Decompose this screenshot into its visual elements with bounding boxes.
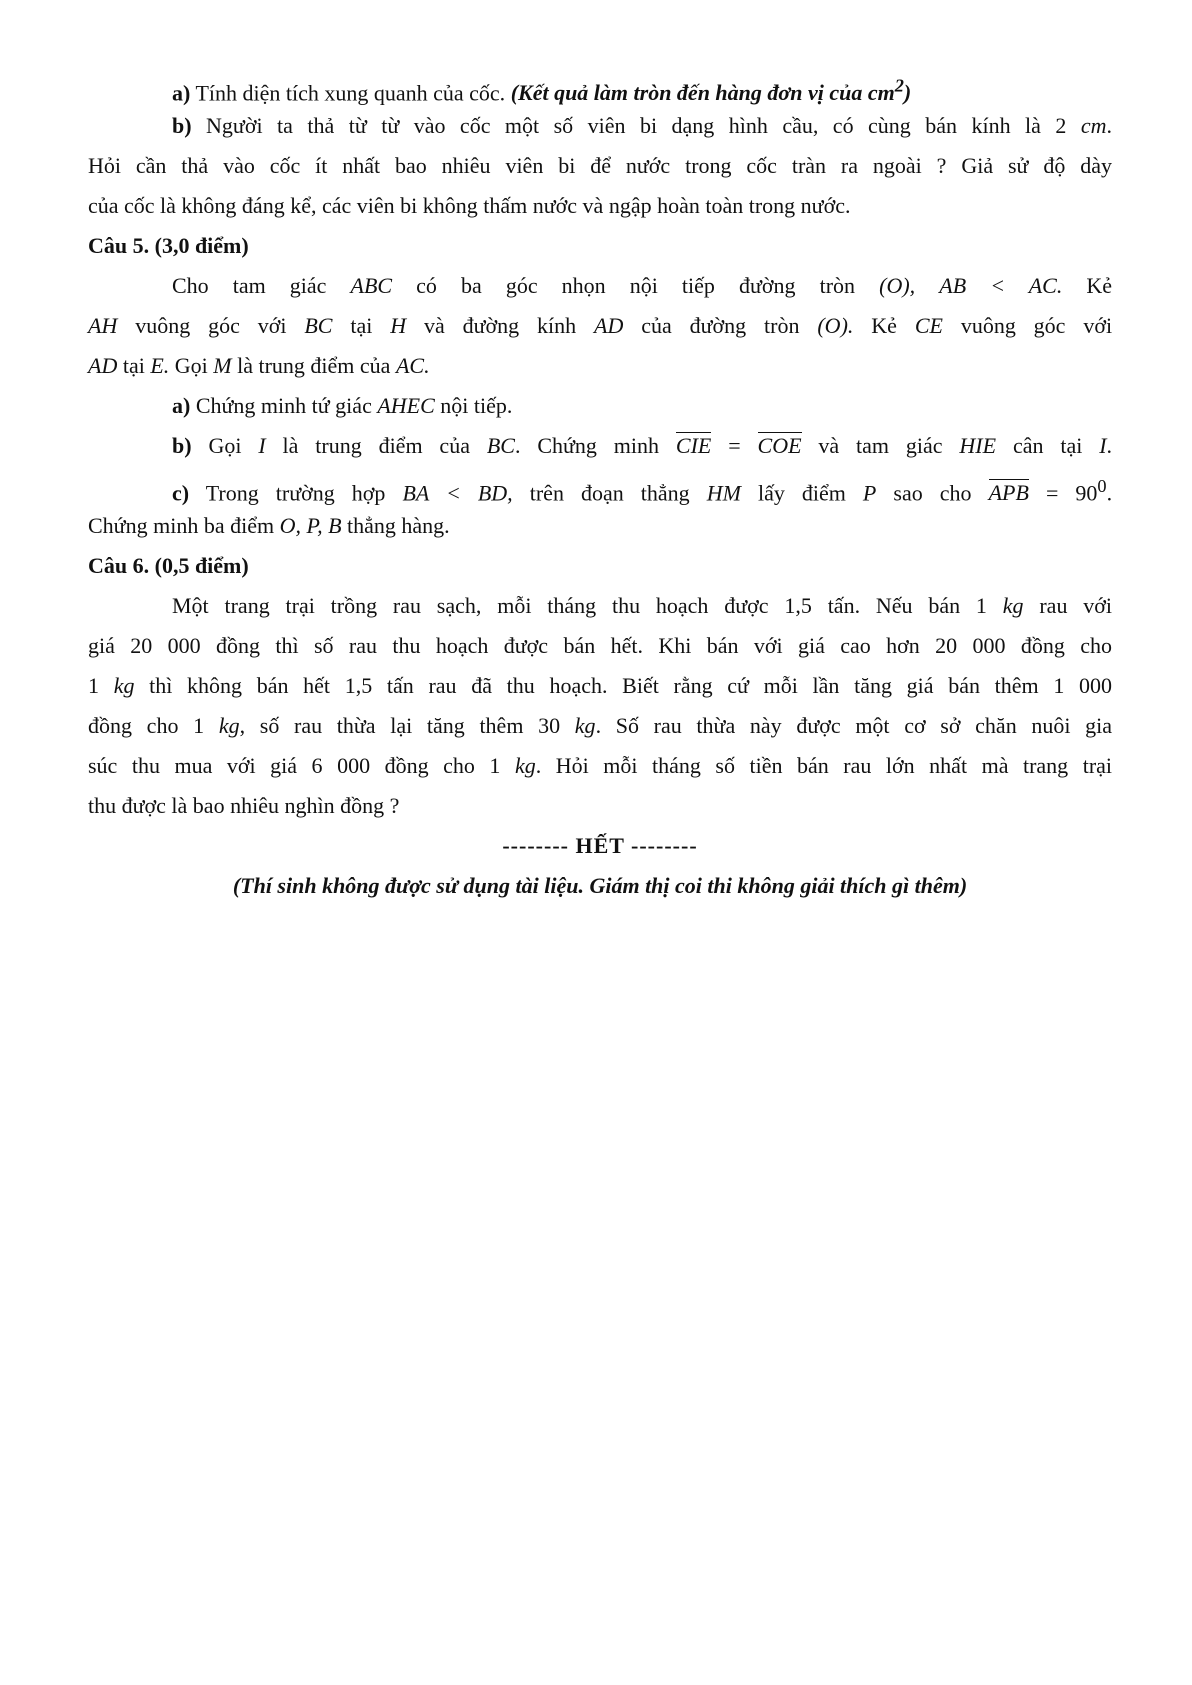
q5-b-bc: BC [486,433,515,458]
angle-coe: COE [757,433,802,458]
q5-c-t5: = 90 [1045,480,1098,506]
q5-l3-m: M [213,353,232,378]
q6-l1-b: rau với [1039,593,1113,618]
q6-line5 [88,746,1112,786]
q5-intro-line2 [88,306,1112,346]
q5-b-t6: . [1106,433,1113,458]
q5-c-label: c) [172,480,190,506]
q4-a-note [510,76,912,106]
q5-b-t2: là trung điểm của [282,433,470,458]
q5-a-ahec: AHEC [377,393,435,418]
end-mark: -------- HẾT -------- [502,833,698,858]
q5-intro-line1 [88,266,1112,306]
exam-content [88,66,1112,906]
q4-a-note-open: (Kết quả làm tròn đến hàng đơn vị của [510,80,863,106]
q6-heading: Câu 6. (0,5 điểm) [88,553,249,578]
q5-l2-f: vuông góc với [960,313,1113,338]
q5-intro-line3 [88,346,1112,386]
q5-l2-d: của đường tròn [641,313,800,338]
q6-l3-a: 1 [88,673,99,698]
q5-part-b [88,426,1112,466]
q4-b-text: Người ta thả từ từ vào cốc một số viên bi dạng hình cầu, có cùng bán kính là 2 [206,113,1067,138]
q5-c-t3: lấy điểm [757,480,846,506]
q5-l1-c: Kẻ [1086,273,1113,298]
q5-l1-o: (O), [879,273,916,298]
q6-l5-a: súc thu mua với giá 6 000 đồng cho 1 [88,753,501,778]
q5-l2-c: và đường kính [423,313,577,338]
q5-c-t4: sao cho [893,480,972,506]
q6-l4-b: , số rau thừa lại tăng thêm 30 [239,713,561,738]
q4-a-note-unit: cm [867,80,895,106]
q4-a-text: Tính diện tích xung quanh của cốc. [195,80,506,106]
q5-l3-b: Gọi [174,353,208,378]
q4-a-note-exp: 2 [894,76,904,96]
q4-a-note-close: ) [903,80,912,106]
q6-l5-kg: kg [514,753,536,778]
q5-c-t2: trên đoạn thẳng [529,480,690,506]
q6-line6: thu được là bao nhiêu nghìn đồng ? [88,793,400,818]
q5-l3-c: là trung điểm của [237,353,391,378]
q5-l3-ad: AD [88,353,118,378]
q5-c-p: P [862,480,877,506]
q5-c-t1: Trong trường hợp [205,480,386,506]
q6-l4-kg2: kg [574,713,596,738]
q5-l2-o: (O). [817,313,854,338]
q5-l2-ce: CE [914,313,943,338]
q4-part-b-line2: Hỏi cần thả vào cốc ít nhất bao nhiêu viên bi để nước trong cốc tràn ra ngoài ? Giả sử độ dày [88,153,1112,178]
angle-apb: APB [988,480,1029,506]
q5-l1-a: Cho tam giác [172,273,327,298]
q5-b-t3: . Chứng minh [514,433,660,458]
q5-c-l2-pts: O, P, B [279,513,342,538]
q5-l2-a: vuông góc với [135,313,287,338]
q6-l5-b: . Hỏi mỗi tháng số tiền bán rau lớn nhất mà trang trại [535,753,1113,778]
q4-a-label: a) [172,80,191,106]
q5-part-a [88,386,1112,426]
q5-part-c-line1 [88,466,1112,506]
q5-l1-b: có ba góc nhọn nội tiếp đường tròn [416,273,856,298]
footer-note: (Thí sinh không được sử dụng tài liệu. Giám thị coi thi không giải thích gì thêm) [232,873,968,898]
q5-a-text: Chứng minh tứ giác [195,393,372,418]
q5-c-deg: 0 [1097,476,1107,496]
q5-l1-abc: ABC [350,273,393,298]
q5-b-label: b) [172,433,192,458]
q5-c-l2-a: Chứng minh ba điểm [88,513,275,538]
q6-line1 [88,586,1112,626]
q4-b-label: b) [172,113,192,138]
q5-l2-ah: AH [88,313,118,338]
q6-l4-kg: kg [218,713,240,738]
q5-c-ineq: BA < BD, [402,480,513,506]
q5-heading: Câu 5. (3,0 điểm) [88,233,249,258]
q4-b-unit: cm [1080,113,1107,138]
q6-l1-a: Một trang trại trồng rau sạch, mỗi tháng thu hoạch được 1,5 tấn. Nếu bán 1 [172,593,987,618]
q5-b-eq: = [728,433,741,458]
q5-b-t1: Gọi [208,433,242,458]
q5-l2-ad: AD [594,313,624,338]
q5-l3-e: E. [150,353,170,378]
q5-b-t5: cân tại [1012,433,1083,458]
q5-l3-ac: AC. [395,353,430,378]
q5-l2-b: tại [350,313,373,338]
q5-b-i2: I [1099,433,1107,458]
q5-l1-ineq: AB < AC. [939,273,1063,298]
q5-part-c-line2 [88,506,1112,546]
q5-b-i: I [258,433,266,458]
q5-a-label: a) [172,393,191,418]
q5-l2-e: Kẻ [871,313,897,338]
q5-l3-a: tại [122,353,145,378]
q6-l4-a: đồng cho 1 [88,713,205,738]
q4-part-a [88,66,1112,106]
q4-b-end: . [1106,113,1113,138]
q5-c-hm: HM [706,480,741,506]
q6-l3-b: thì không bán hết 1,5 tấn rau đã thu hoạch. Biết rằng cứ mỗi lần tăng giá bán thêm 1 000 [149,673,1113,698]
q6-l4-c: . Số rau thừa này được một cơ sở chăn nuôi gia [595,713,1113,738]
q5-l2-bc: BC [304,313,333,338]
q6-line2: giá 20 000 đồng thì số rau thu hoạch được bán hết. Khi bán với giá cao hơn 20 000 đồng cho [88,633,1112,658]
q5-b-t4: và tam giác [818,433,943,458]
q5-c-l2-b: thẳng hàng. [347,513,450,538]
q6-l3-kg: kg [113,673,135,698]
q5-l2-h: H [390,313,407,338]
q6-l1-kg: kg [1002,593,1024,618]
q5-a-end: nội tiếp. [440,393,513,418]
q4-part-b-line1 [88,106,1112,146]
q5-b-hie: HIE [959,433,997,458]
q5-c-t6: . [1106,480,1113,506]
q4-part-b-line3: của cốc là không đáng kể, các viên bi không thấm nước và ngập hoàn toàn trong nước. [88,193,851,218]
angle-cie: CIE [675,433,712,458]
q6-line4 [88,706,1112,746]
q6-line3 [88,666,1112,706]
